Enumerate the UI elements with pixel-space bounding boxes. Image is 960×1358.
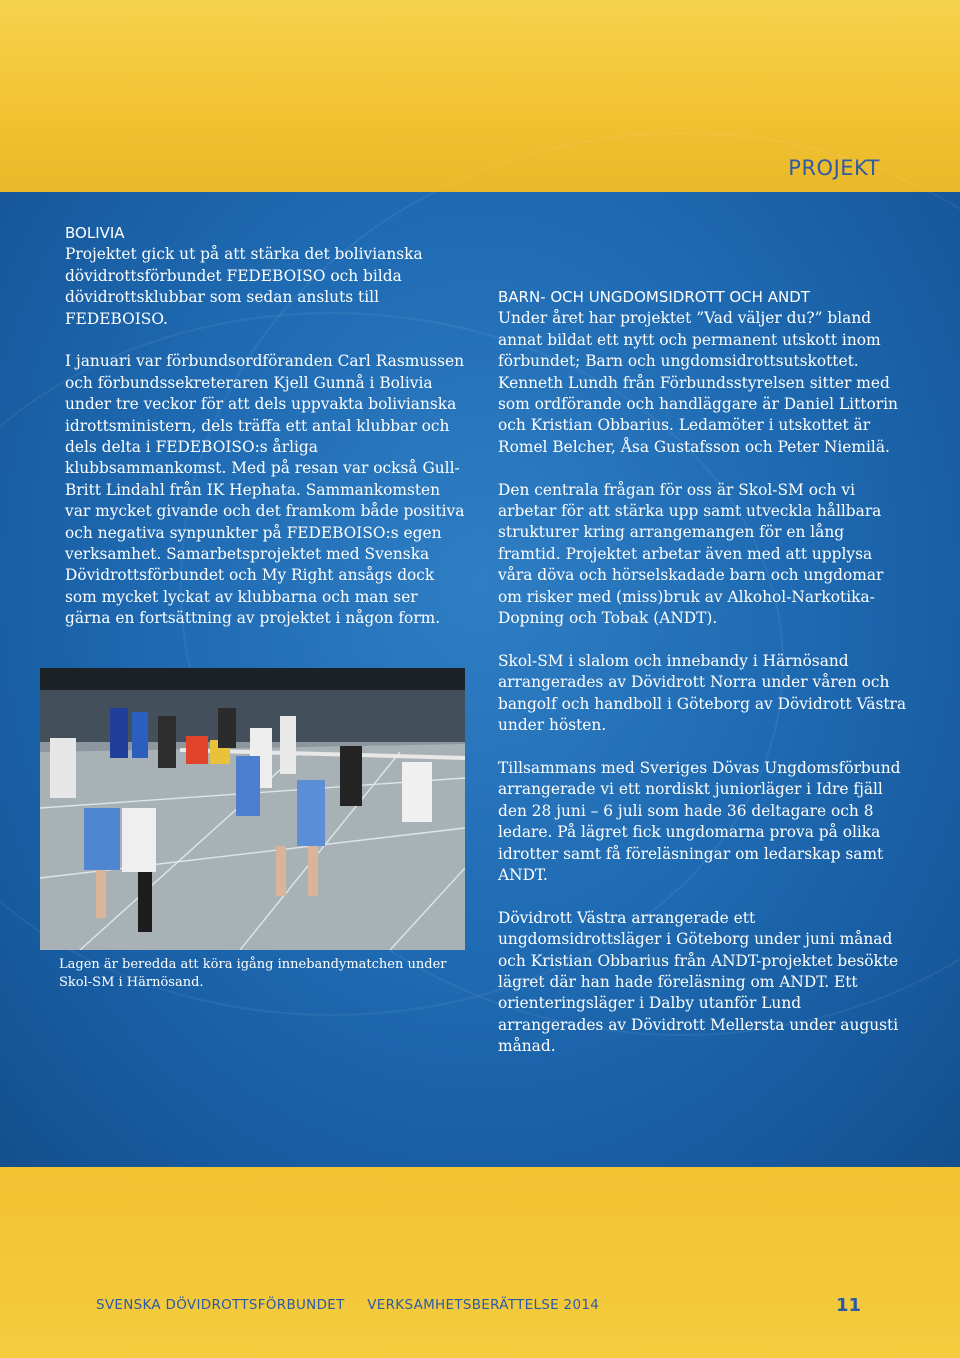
bolivia-paragraph-2: I januari var förbundsordföranden Carl Rasmussen och förbundssekreteraren Kjell Gunnå i Bolivia under tre veckor för att dels uppvakta bolivianska idrottsministern, dels träffa ett antal klubbar och dels delta i FEDEBOISO:s årliga klubbsammankomst. Med på resan var också Gull-Britt Lindahl från IK Hephata. Sammankomsten var mycket givande och det framkom både positiva och negativa synpunkter på FEDEBOISO:s egen verksamhet. Samarbetsprojektet med Svenska Dövidrottsförbundet och My Right ansågs dock som mycket lyckat av klubbarna och man ser gärna en fortsättning av projektet i någon form.	[65, 352, 465, 628]
footer-text	[96, 1297, 599, 1313]
right-paragraph-1: Under året har projektet ”Vad väljer du?” bland annat bildat ett nytt och permanent utskott inom förbundet; Barn och ungdomsidrottsutskottet. Kenneth Lundh från Förbundsstyrelsen sitter med som ordförande och handläggare är Daniel Littorin och Kristian Obbarius. Ledamöter i utskottet är Romel Belcher, Åsa Gustafsson och Peter Niemilä.	[498, 309, 898, 456]
footer-org: SVENSKA DÖVIDROTTSFÖRBUNDET	[96, 1297, 345, 1313]
footer-band	[0, 1167, 960, 1358]
page-number: 11	[836, 1295, 862, 1316]
right-column	[498, 287, 908, 1079]
bolivia-heading: BOLIVIA	[65, 224, 125, 242]
right-paragraph-3: Skol-SM i slalom och innebandy i Härnösand arrangerades av Dövidrott Norra under våren och bangolf och handboll i Göteborg av Dövidrott Västra under hösten.	[498, 651, 907, 735]
right-paragraph-4: Tillsammans med Sveriges Dövas Ungdomsförbund arrangerade vi ett nordiskt juniorläger i Idre fjäll den 28 juni – 6 juli som hade 36 deltagare och 8 ledare. På lägret fick ungdomarna prova på olika idrotter samt få föreläsningar om ledarskap samt ANDT.	[498, 758, 901, 884]
right-paragraph-2: Den centrala frågan för oss är Skol-SM och vi arbetar för att stärka upp samt utveckla hållbara strukturer kring arrangemangen för en lång framtid. Projektet arbetar även med att upplysa våra döva och hörselskadade barn och ungdomar om risker med (miss)bruk av Alkohol-Narkotika-Dopning och Tobak (ANDT).	[498, 480, 884, 628]
bolivia-paragraph-1: Projektet gick ut på att stärka det bolivianska dövidrottsförbundet FEDEBOISO och bilda dövidrottsklubbar som sedan ansluts till FEDEBOISO.	[65, 245, 423, 328]
barn-ungdom-heading: BARN- OCH UNGDOMSIDROTT OCH ANDT	[498, 288, 810, 306]
left-column	[65, 223, 465, 651]
right-paragraph-5: Dövidrott Västra arrangerade ett ungdomsidrottsläger i Göteborg under juni månad och Kristian Obbarius från ANDT-projektet besökte lägret där han hade föreläsning om ANDT. Ett orienteringsläger i Dalby utanför Lund arrangerades av Dövidrott Mellersta under augusti månad.	[498, 908, 899, 1056]
gym-scene	[40, 668, 465, 950]
photo-caption: Lagen är beredda att köra igång innebandymatchen under Skol-SM i Härnösand.	[59, 957, 447, 990]
footer-report: VERKSAMHETSBERÄTTELSE 2014	[367, 1297, 600, 1313]
innebandy-photo	[40, 668, 465, 950]
